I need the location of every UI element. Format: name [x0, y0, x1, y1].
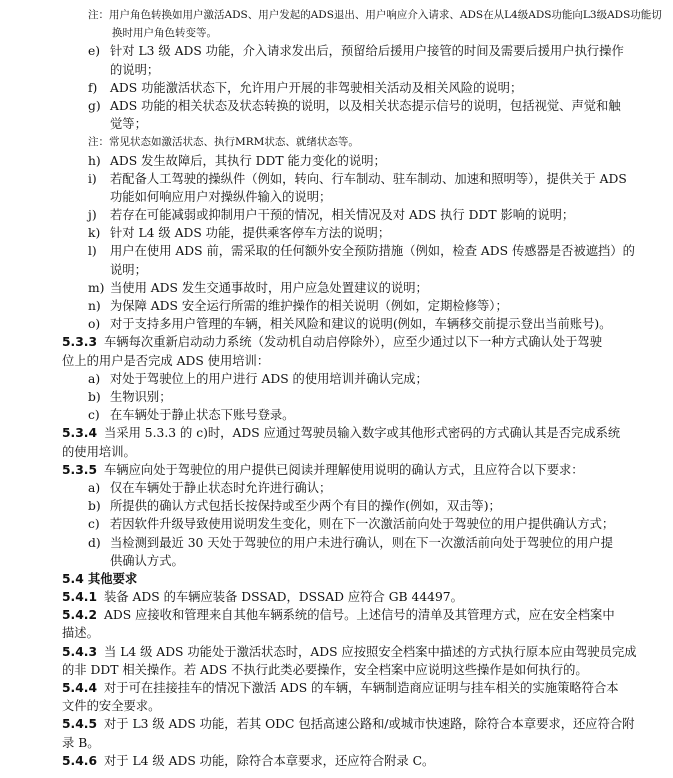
line-label: e) — [88, 44, 101, 59]
list-item — [88, 406, 294, 424]
line-text: ADS 功能的相关状态及状态转换的说明，以及相关状态提示信号的说明，包括视觉、声觉和触 — [110, 98, 621, 113]
continuation-line — [110, 552, 184, 570]
line-text: 的非 DDT 相关操作。若 ADS 不执行此类必要操作，安全档案中应说明这些操作是如何执行的。 — [62, 662, 588, 677]
line-text: 换时用户角色转变等。 — [112, 27, 217, 40]
list-item — [88, 152, 386, 170]
section-heading — [62, 570, 137, 588]
line-label: f) — [88, 80, 98, 95]
clause-line — [62, 606, 615, 624]
continuation-line — [62, 352, 269, 370]
clause-line — [62, 679, 619, 697]
line-label: a) — [88, 371, 101, 386]
line-label: l) — [88, 244, 97, 259]
list-item — [88, 206, 574, 224]
list-item — [88, 370, 428, 388]
line-label: 5.4.6 — [62, 753, 98, 768]
list-item — [88, 97, 621, 115]
line-text: 若因软件升级导致使用说明发生变化，则在下一次激活前向处于驾驶位的用户提供确认方式； — [110, 517, 615, 532]
continuation-line — [62, 697, 160, 715]
line-text: 车辆应向处于驾驶位的用户提供已阅读并理解使用说明的确认方式，且应符合以下要求： — [104, 462, 584, 477]
line-text: 当使用 ADS 发生交通事故时，用户应急处置建议的说明； — [110, 280, 428, 295]
line-label: o) — [88, 317, 101, 332]
list-item — [88, 224, 390, 242]
list-item — [88, 297, 508, 315]
list-item — [88, 279, 428, 297]
line-text: 为保障 ADS 安全运行所需的维护操作的相关说明（例如，定期检修等）； — [110, 299, 508, 314]
line-label: h) — [88, 153, 101, 168]
line-text: 位上的用户是否完成 ADS 使用培训： — [62, 353, 270, 368]
continuation-line — [62, 661, 588, 679]
line-label: 5.3.4 — [62, 426, 98, 441]
list-item — [88, 515, 614, 533]
line-label: b) — [88, 499, 101, 514]
line-text: 供确认方式。 — [110, 553, 184, 568]
line-text: 觉等； — [110, 117, 147, 132]
list-item — [88, 497, 501, 515]
line-label: 5.4.2 — [62, 608, 98, 623]
line-text: 对于 L4 级 ADS 功能，除符合本章要求，还应符合附录 C。 — [104, 753, 435, 768]
continuation-line — [62, 624, 99, 642]
list-item — [88, 534, 613, 552]
clause-line — [62, 715, 635, 733]
line-text: ADS 发生故障后，其执行 DDT 能力变化的说明； — [110, 153, 386, 168]
line-text: 装备 ADS 的车辆应装备 DSSAD，DSSAD 应符合 GB 44497。 — [104, 590, 463, 605]
line-text: 说明； — [110, 262, 147, 277]
line-text: 注：用户角色转换如用户激活ADS、用户发起的ADS退出、用户响应介入请求、ADS在从L4级ADS功能向L3级ADS功能切 — [88, 9, 662, 21]
line-text: 仅在车辆处于静止状态时允许进行确认； — [110, 480, 332, 495]
clause-line — [62, 588, 463, 606]
line-text: 当 L4 级 ADS 功能处于激活状态时，ADS 应按照安全档案中描述的方式执行原本应由驾驶员完成 — [104, 644, 637, 659]
list-item — [88, 42, 624, 60]
line-label: j) — [88, 208, 97, 223]
line-label: 5.4.3 — [62, 644, 98, 659]
line-text: 针对 L3 级 ADS 功能，介入请求发出后，预留给后援用户接管的时间及需要后援用户执行操作 — [110, 44, 624, 59]
note-line — [112, 24, 217, 42]
line-label: g) — [88, 98, 101, 113]
list-item — [88, 242, 635, 260]
line-text: ADS 功能激活状态下，允许用户开展的非驾驶相关活动及相关风险的说明； — [110, 80, 523, 95]
list-item — [88, 479, 331, 497]
line-label: c) — [88, 408, 100, 423]
line-label: d) — [88, 535, 101, 550]
line-label: a) — [88, 480, 101, 495]
line-text: 功能如何响应用户对操纵件输入的说明； — [110, 189, 332, 204]
line-text: 描述。 — [62, 626, 99, 641]
line-text: ADS 应接收和管理来自其他车辆系统的信号。上述信号的清单及其管理方式，应在安全档案中 — [104, 608, 615, 623]
line-text: 注：常见状态如激活状态、执行MRM状态、就绪状态等。 — [88, 136, 359, 149]
line-label: i) — [88, 171, 97, 186]
line-label: k) — [88, 226, 101, 241]
continuation-line — [110, 261, 147, 279]
line-label: 5.4.5 — [62, 717, 98, 732]
note-line — [88, 133, 359, 151]
line-text: 车辆每次重新启动动力系统（发动机自动启停除外），应至少通过以下一种方式确认处于驾驶 — [104, 335, 603, 350]
line-text: 生物识别； — [110, 390, 172, 404]
list-item — [88, 315, 611, 333]
line-text: 对处于驾驶位上的用户进行 ADS 的使用培训并确认完成； — [110, 371, 428, 386]
continuation-line — [110, 61, 159, 79]
clause-line — [62, 461, 584, 479]
line-text: 当采用 5.3.3 的 c)时，ADS 应通过驾驶员输入数字或其他形式密码的方式确认其是否完成系统 — [104, 426, 621, 441]
continuation-line — [62, 734, 100, 752]
list-item — [88, 170, 627, 188]
line-text: 文件的安全要求。 — [62, 699, 161, 714]
continuation-line — [110, 115, 147, 133]
line-label: 5.4.4 — [62, 681, 98, 696]
line-label: 5.4.1 — [62, 590, 98, 605]
line-label: 5.3.5 — [62, 462, 98, 477]
note-line — [88, 6, 662, 24]
continuation-line — [62, 443, 136, 461]
clause-line — [62, 333, 602, 351]
clause-line — [62, 752, 434, 770]
line-text: 录 B。 — [62, 735, 100, 750]
line-text: 当检测到最近 30 天处于驾驶位的用户未进行确认，则在下一次激活前向处于驾驶位的用户提 — [110, 535, 614, 550]
line-label: m) — [88, 280, 105, 295]
line-label: n) — [88, 299, 101, 314]
line-text: 对于可在挂接挂车的情况下激活 ADS 的车辆，车辆制造商应证明与挂车相关的实施策略符合本 — [104, 681, 619, 696]
line-label: b) — [88, 390, 101, 404]
line-text: 针对 L4 级 ADS 功能，提供乘客停车方法的说明； — [110, 226, 391, 241]
line-label: c) — [88, 517, 100, 532]
list-item — [88, 79, 522, 97]
line-text: 若存在可能减弱或抑制用户干预的情况，相关情况及对 ADS 执行 DDT 影响的说明； — [110, 208, 575, 223]
line-text: 用户在使用 ADS 前，需采取的任何额外安全预防措施（例如，检查 ADS 传感器是否被遮挡）的 — [110, 244, 635, 259]
list-item — [88, 388, 172, 406]
line-text: 在车辆处于静止状态下账号登录。 — [110, 408, 295, 423]
line-text: 对于支持多用户管理的车辆，相关风险和建议的说明(例如，车辆移交前提示登出当前账号)。 — [110, 317, 612, 332]
line-text: 对于 L3 级 ADS 功能，若其 ODC 包括高速公路和/或城市快速路，除符合本章要求，还应符合附 — [104, 717, 635, 732]
continuation-line — [110, 188, 331, 206]
clause-line — [62, 643, 637, 661]
line-text: 若配备人工驾驶的操纵件（例如，转向、行车制动、驻车制动、加速和照明等），提供关于 ADS — [110, 171, 627, 186]
line-label: 5.4 — [62, 571, 84, 586]
line-label: 5.3.3 — [62, 335, 98, 350]
clause-line — [62, 424, 620, 442]
line-text: 其他要求 — [88, 571, 138, 586]
line-text: 的使用培训。 — [62, 444, 136, 459]
line-text: 的说明； — [110, 62, 160, 77]
line-text: 所提供的确认方式包括长按保持或至少两个有目的操作(例如，双击等)； — [110, 499, 501, 514]
